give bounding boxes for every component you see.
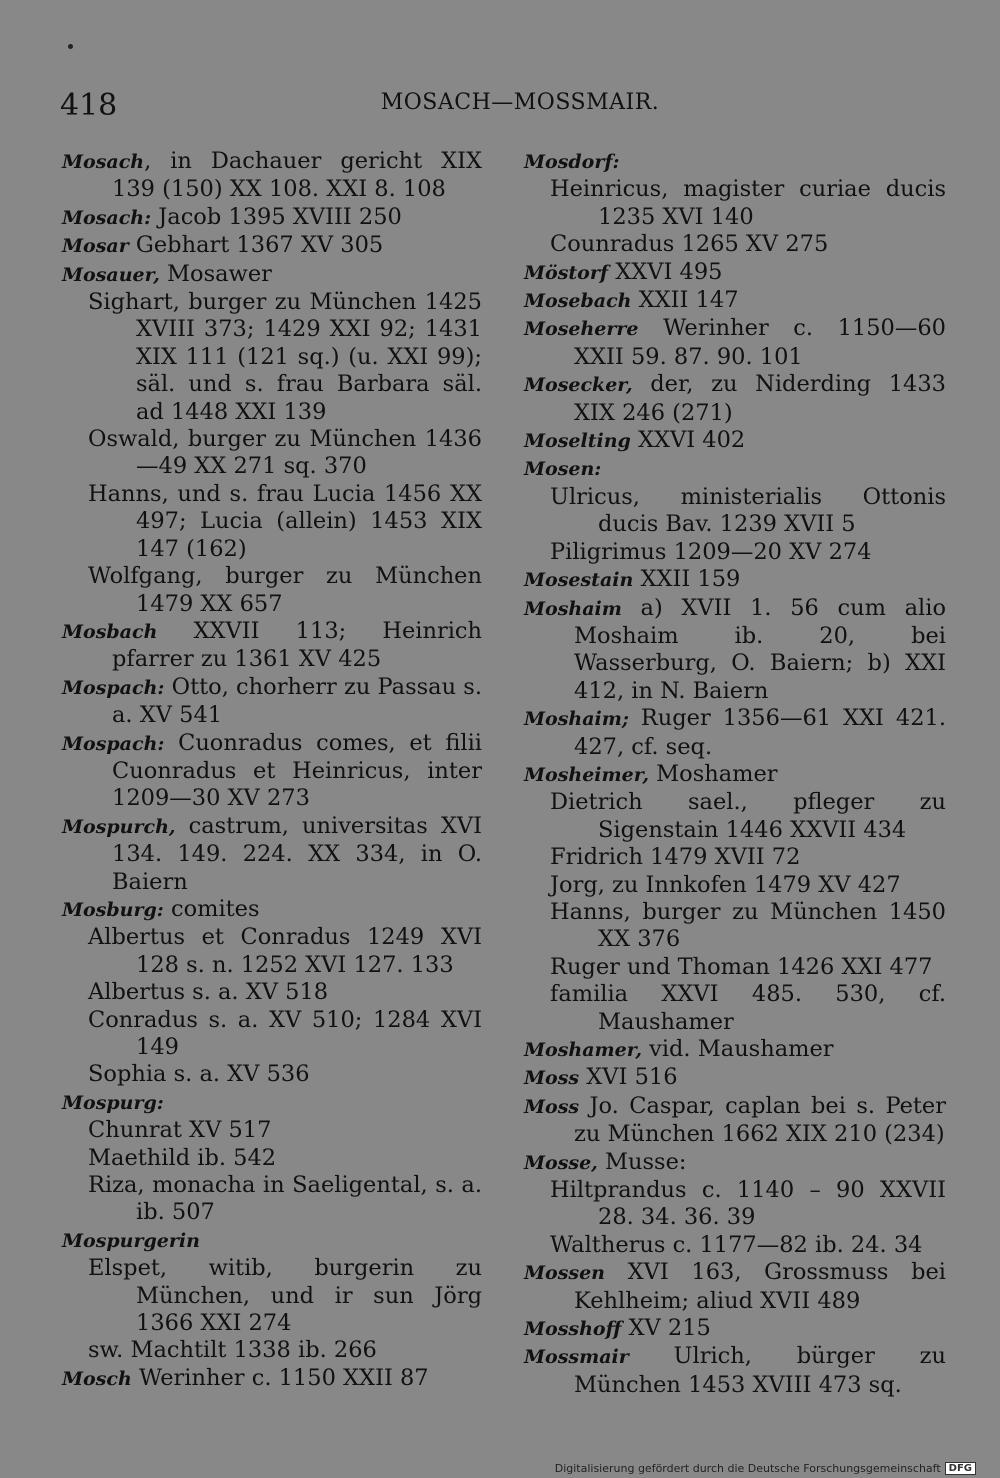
index-entry [62, 618, 482, 674]
sub-entry: Heinricus, magister curiae ducis 1235 XVI 140 [550, 176, 946, 230]
index-entry [524, 1315, 946, 1343]
entry-headword: Moselting [524, 430, 631, 453]
entry-text: Gebhart 1367 XV 305 [128, 232, 384, 259]
sub-entry: Hanns, und s. frau Lucia 1456 XX 497; Lucia (allein) 1453 XIX 147 (162) [88, 480, 482, 562]
entry-headword: Moshamer, [524, 1039, 642, 1061]
entry-headword: Mosach [62, 151, 145, 173]
entry-text: XXVI 495 [608, 258, 723, 285]
entry-text: XXVII 113; Heinrich pfarrer zu 1361 XV 425 [112, 617, 482, 673]
entry-headword: Mosshoff [524, 1318, 622, 1341]
index-entry [524, 761, 946, 789]
entry-text: , in Dachauer gericht XIX 139 (150) XX 108. XXI 8. 108 [112, 148, 482, 203]
sub-entry: Hiltprandus c. 1140 – 90 XXVII 28. 34. 36. 39 [550, 1177, 946, 1231]
entry-text: castrum, universitas XVI 134. 149. 224. XX 334, in O. Baiern [112, 812, 482, 895]
entry-headword: Mosdorf: [524, 151, 620, 173]
index-entry [62, 730, 482, 813]
sub-entry: Ulricus, ministerialis Ottonis ducis Bav. 1239 XVII 5 [550, 483, 946, 538]
sub-entry: Albertus s. a. XV 518 [88, 979, 329, 1006]
entry-text: Cuonradus comes, et filii Cuonradus et Heinricus, inter 1209—30 XV 273 [112, 729, 482, 812]
entry-text: XXII 159 [633, 566, 741, 593]
sub-entry: sw. Machtilt 1338 ib. 266 [88, 1337, 377, 1364]
sub-entry: Oswald, burger zu München 1436—49 XX 271 sq. 370 [88, 426, 482, 480]
index-entry [62, 204, 482, 232]
right-column [524, 148, 946, 1399]
sub-entry: Sighart, burger zu München 1425 XVIII 373; 1429 XXI 92; 1431 XIX 111 (121 sq.) (u. XXI 99); säl. und s. frau Barbara säl. ad 1448 XXI 139 [88, 289, 482, 425]
entry-headword: Moss [524, 1095, 580, 1118]
entry-headword: Mosestain [524, 569, 634, 592]
entry-text: vid. Maushamer [641, 1036, 834, 1062]
entry-headword: Moseherre [524, 318, 639, 341]
entry-headword: Mosebach [524, 290, 632, 313]
index-entry [524, 1149, 946, 1177]
entry-headword: Mosburg: [62, 898, 164, 921]
entry-text: comites [163, 895, 260, 922]
running-head: MOSACH—MOSSMAIR. [380, 90, 660, 115]
index-entry [62, 1089, 482, 1117]
entry-text: Jo. Caspar, caplan bei s. Peter zu München 1662 XIX 210 (234) [574, 1092, 946, 1148]
index-entry [524, 1064, 946, 1092]
entry-headword: Mosbach [62, 620, 158, 643]
sub-entry: Conradus s. a. XV 510; 1284 XVI 149 [88, 1006, 482, 1060]
page-mark [68, 44, 73, 49]
index-entry [524, 148, 946, 176]
entry-headword: Mosar [62, 235, 129, 258]
entry-text: Moshamer [648, 760, 778, 787]
footer-text: Digitalisierung gefördert durch die Deutsche Forschungsgemeinschaft [554, 1462, 941, 1475]
entry-text: Otto, chorherr zu Passau s. a. XV 541 [112, 673, 482, 729]
index-entry [524, 1093, 946, 1149]
entry-text: Jacob 1395 XVIII 250 [151, 203, 402, 230]
index-entry [62, 896, 482, 924]
sub-entry: Fridrich 1479 XVII 72 [550, 844, 801, 871]
entry-text: Werinher c. 1150—60 XXII 59. 87. 90. 101 [574, 315, 946, 370]
page-number: 418 [60, 88, 118, 123]
entry-text: Ruger 1356—61 XXI 421. 427, cf. seq. [574, 705, 946, 760]
index-entry [524, 427, 946, 455]
entry-headword: Mossen [524, 1262, 606, 1285]
entry-text: XXII 147 [631, 287, 739, 314]
entry-headword: Mospurch, [62, 815, 176, 838]
sub-entry: Counradus 1265 XV 275 [550, 231, 829, 258]
index-entry [62, 674, 482, 730]
index-entry [524, 1343, 946, 1399]
entry-text: XXVI 402 [630, 427, 746, 454]
index-entry [62, 232, 482, 260]
index-entry [524, 287, 946, 315]
index-entry [524, 566, 946, 594]
index-entry [62, 813, 482, 896]
entry-text: XV 215 [621, 1315, 711, 1342]
footer [555, 1462, 976, 1475]
entry-headword: Möstorf [524, 261, 609, 284]
entry-headword: Moshaim [524, 597, 622, 620]
entry-text: der, zu Niderding 1433 XIX 246 (271) [574, 371, 946, 426]
sub-entry: Wolfgang, burger zu München 1479 XX 657 [88, 563, 482, 617]
sub-entry: Albertus et Conradus 1249 XVI 128 s. n. 1252 XVI 127. 133 [88, 924, 482, 978]
entry-text: XVI 516 [579, 1064, 678, 1091]
entry-headword: Mosch [62, 1367, 132, 1390]
entry-headword: Mospach: [62, 676, 165, 699]
entry-headword: Mospurgerin [62, 1229, 200, 1252]
entry-headword: Mosauer, [62, 263, 160, 286]
entry-headword: Mosecker, [524, 374, 633, 397]
index-entry [62, 1365, 482, 1393]
index-entry [62, 1227, 482, 1255]
index-entry [524, 371, 946, 427]
entry-headword: Mosach: [62, 206, 152, 229]
entry-headword: Mosen: [524, 458, 602, 481]
index-entry [524, 315, 946, 371]
index-entry [524, 705, 946, 761]
sub-entry: Sophia s. a. XV 536 [88, 1061, 310, 1088]
sub-entry: Ruger und Thoman 1426 XXI 477 [550, 953, 933, 980]
index-entry [62, 261, 482, 289]
entry-text: XVI 163, Grossmuss bei Kehlheim; aliud XVII 489 [574, 1259, 946, 1314]
entry-headword: Moss [524, 1067, 580, 1090]
left-column [62, 148, 482, 1393]
sub-entry: Elspet, witib, burgerin zu München, und ir sun Jörg 1366 XXI 274 [88, 1255, 482, 1337]
dfg-logo: DFG [945, 1462, 976, 1475]
sub-entry: Hanns, burger zu München 1450 XX 376 [550, 898, 946, 953]
index-entry [524, 1259, 946, 1315]
entry-headword: Mossmair [524, 1346, 629, 1369]
entry-text: Ulrich, bürger zu München 1453 XVIII 473 sq. [574, 1343, 946, 1398]
entry-headword: Mosheimer, [524, 763, 649, 786]
sub-entry: Dietrich sael., pfleger zu Sigenstain 1446 XXVII 434 [550, 789, 946, 843]
sub-entry: Maethild ib. 542 [88, 1144, 277, 1171]
sub-entry: familia XXVI 485. 530, cf. Maushamer [550, 981, 946, 1035]
entry-headword: Mospurg: [62, 1091, 164, 1114]
index-entry [524, 455, 946, 483]
entry-headword: Mospach: [62, 732, 165, 755]
sub-entry: Riza, monacha in Saeligental, s. a. ib. 507 [88, 1172, 482, 1226]
sub-entry: Jorg, zu Innkofen 1479 XV 427 [550, 871, 901, 898]
entry-headword: Moshaim; [524, 708, 629, 731]
entry-text: Werinher c. 1150 XXII 87 [131, 1364, 429, 1391]
index-entry [62, 148, 482, 204]
entry-text: Mosawer [159, 260, 272, 287]
sub-entry: Piligrimus 1209—20 XV 274 [550, 538, 872, 565]
sub-entry: Chunrat XV 517 [88, 1117, 272, 1144]
sub-entry: Waltherus c. 1177—82 ib. 24. 34 [550, 1231, 923, 1258]
index-entry [524, 1036, 946, 1064]
index-entry [524, 595, 946, 706]
index-entry [524, 259, 946, 287]
entry-headword: Mosse, [524, 1151, 598, 1174]
entry-text: Musse: [597, 1148, 687, 1175]
entry-text: a) XVII 1. 56 cum alio Moshaim ib. 20, bei Wasserburg, O. Baiern; b) XXI 412, in N. Baiern [574, 594, 946, 704]
